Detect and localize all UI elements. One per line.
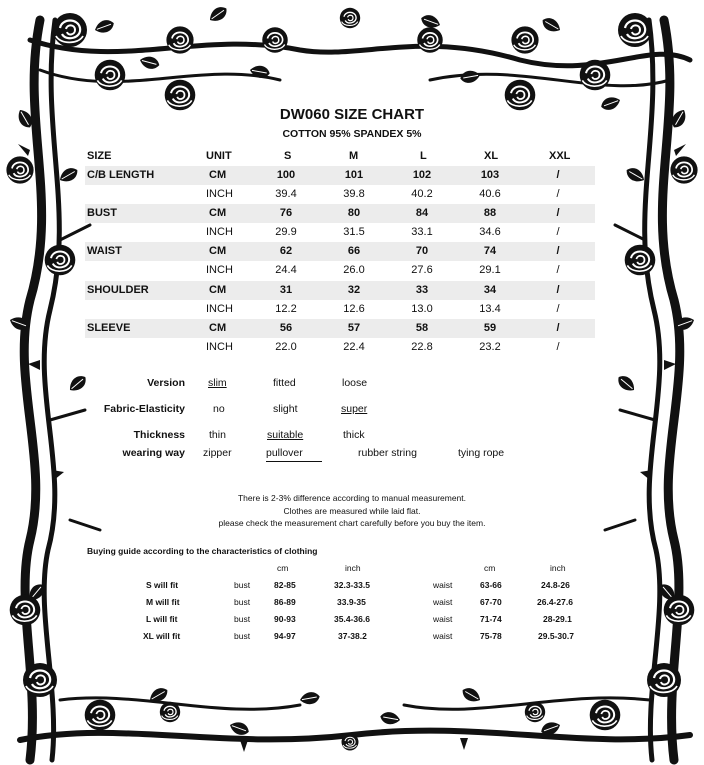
measurement-note: Clothes are measured while laid flat. xyxy=(283,506,421,516)
value-xxl: / xyxy=(556,284,560,296)
guide-waist: waist xyxy=(433,614,453,624)
guide-waist-cm: 71-74 xyxy=(480,614,502,624)
guide-fit: L will fit xyxy=(146,614,178,624)
row-unit: CM xyxy=(209,284,227,296)
guide-waist-cm: 63-66 xyxy=(480,580,502,590)
value-l: 27.6 xyxy=(411,264,433,276)
guide-bust-inch: 35.4-36.6 xyxy=(334,614,370,624)
guide-waist-inch: 26.4-27.6 xyxy=(537,597,573,607)
table-row xyxy=(85,185,595,204)
table-row xyxy=(85,223,595,242)
value-xl: 13.4 xyxy=(479,303,501,315)
header-s: S xyxy=(284,150,292,162)
wearing-way-label: wearing way xyxy=(122,447,185,459)
guide-waist-inch: 24.8-26 xyxy=(541,580,570,590)
value-xxl: / xyxy=(556,169,560,181)
guide-bust-cm: 94-97 xyxy=(274,631,296,641)
value-xxl: / xyxy=(556,264,560,276)
value-m: 32 xyxy=(347,284,361,296)
wearing-option: rubber string xyxy=(358,447,417,459)
row-unit: INCH xyxy=(206,341,233,353)
guide-fit: M will fit xyxy=(146,597,180,607)
thickness-label: Thickness xyxy=(133,429,185,441)
table-row xyxy=(85,319,595,338)
guide-bust-inch: 33.9-35 xyxy=(337,597,366,607)
thickness-option: thin xyxy=(209,429,226,441)
row-label: C/B LENGTH xyxy=(87,169,155,181)
thickness-option: thick xyxy=(343,429,365,441)
header-size: SIZE xyxy=(87,150,112,162)
value-xxl: / xyxy=(556,188,560,200)
row-label: SHOULDER xyxy=(87,284,149,296)
version-option-selected: slim xyxy=(208,377,227,389)
value-xxl: / xyxy=(556,322,560,334)
table-row xyxy=(85,281,595,300)
fabric-composition: COTTON 95% SPANDEX 5% xyxy=(282,128,422,140)
row-unit: CM xyxy=(209,322,227,334)
guide-bust: bust xyxy=(234,580,251,590)
header-m: M xyxy=(349,150,359,162)
wearing-option-selected: pullover xyxy=(266,447,322,462)
value-l: 22.8 xyxy=(411,341,433,353)
guide-waist: waist xyxy=(433,631,453,641)
value-l: 33.1 xyxy=(411,226,433,238)
row-unit: INCH xyxy=(206,303,233,315)
table-row xyxy=(85,261,595,280)
guide-waist: waist xyxy=(433,597,453,607)
guide-unit-cm: cm xyxy=(277,563,289,573)
elasticity-option-selected: super xyxy=(341,403,368,415)
value-xxl: / xyxy=(556,245,560,257)
value-l: 58 xyxy=(415,322,429,334)
value-s: 24.4 xyxy=(275,264,297,276)
table-row xyxy=(85,204,595,223)
row-unit: CM xyxy=(209,207,227,219)
value-xl: 34.6 xyxy=(479,226,501,238)
guide-waist: waist xyxy=(433,580,453,590)
guide-waist-cm: 67-70 xyxy=(480,597,502,607)
measurement-note: There is 2-3% difference according to manual measurement. xyxy=(237,493,467,503)
row-unit: INCH xyxy=(206,264,233,276)
value-xxl: / xyxy=(556,207,560,219)
row-unit: INCH xyxy=(206,188,233,200)
value-s: 62 xyxy=(279,245,293,257)
version-option: loose xyxy=(342,377,368,389)
value-l: 84 xyxy=(415,207,429,219)
value-xxl: / xyxy=(556,303,560,315)
row-label: BUST xyxy=(87,207,117,219)
guide-unit-inch: inch xyxy=(345,563,361,573)
guide-waist-inch: 29.5-30.7 xyxy=(538,631,574,641)
value-m: 26.0 xyxy=(343,264,365,276)
guide-bust-cm: 86-89 xyxy=(274,597,296,607)
guide-waist-cm: 75-78 xyxy=(480,631,502,641)
value-s: 56 xyxy=(279,322,293,334)
thickness-option-selected: suitable xyxy=(267,429,304,441)
row-label: SLEEVE xyxy=(87,322,131,334)
table-row xyxy=(85,242,595,261)
value-m: 12.6 xyxy=(343,303,365,315)
value-m: 31.5 xyxy=(343,226,365,238)
elasticity-label: Fabric-Elasticity xyxy=(103,403,185,415)
header-unit: UNIT xyxy=(206,150,232,162)
value-m: 66 xyxy=(347,245,361,257)
header-xl: XL xyxy=(484,150,499,162)
wearing-option: tying rope xyxy=(458,447,505,459)
value-xl: 29.1 xyxy=(479,264,501,276)
value-m: 22.4 xyxy=(343,341,365,353)
value-l: 13.0 xyxy=(411,303,433,315)
value-s: 76 xyxy=(279,207,293,219)
guide-bust-cm: 90-93 xyxy=(274,614,296,624)
value-xxl: / xyxy=(556,226,560,238)
guide-unit-cm: cm xyxy=(484,563,496,573)
value-xl: 23.2 xyxy=(479,341,501,353)
guide-bust: bust xyxy=(234,614,251,624)
guide-bust-inch: 32.3-33.5 xyxy=(334,580,370,590)
table-row xyxy=(85,166,595,185)
guide-fit: XL will fit xyxy=(143,631,181,641)
guide-title: Buying guide according to the characteristics of clothing xyxy=(87,546,318,556)
version-label: Version xyxy=(147,377,185,389)
row-unit: INCH xyxy=(206,226,233,238)
row-label: WAIST xyxy=(87,245,122,257)
value-s: 29.9 xyxy=(275,226,297,238)
value-l: 70 xyxy=(415,245,429,257)
value-m: 80 xyxy=(347,207,361,219)
value-s: 22.0 xyxy=(275,341,297,353)
table-row xyxy=(85,300,595,319)
guide-unit-inch: inch xyxy=(550,563,566,573)
value-xl: 88 xyxy=(483,207,497,219)
guide-waist-inch: 28-29.1 xyxy=(543,614,572,624)
row-unit: CM xyxy=(209,169,227,181)
guide-bust: bust xyxy=(234,597,251,607)
value-m: 39.8 xyxy=(343,188,365,200)
table-row xyxy=(85,338,595,357)
value-s: 39.4 xyxy=(275,188,297,200)
header-l: L xyxy=(420,150,427,162)
guide-bust-cm: 82-85 xyxy=(274,580,296,590)
value-m: 57 xyxy=(347,322,361,334)
value-xl: 40.6 xyxy=(479,188,501,200)
elasticity-option: no xyxy=(213,403,225,415)
value-m: 101 xyxy=(344,169,364,181)
row-unit: CM xyxy=(209,245,227,257)
chart-title: DW060 SIZE CHART xyxy=(279,106,425,123)
value-xl: 59 xyxy=(483,322,497,334)
guide-fit: S will fit xyxy=(146,580,179,590)
value-s: 100 xyxy=(276,169,296,181)
wearing-option: zipper xyxy=(203,447,232,459)
measurement-note: please check the measurement chart carefully before you buy the item. xyxy=(218,518,486,528)
elasticity-option: slight xyxy=(273,403,298,415)
value-xxl: / xyxy=(556,341,560,353)
value-l: 102 xyxy=(412,169,432,181)
guide-bust: bust xyxy=(234,631,251,641)
value-l: 40.2 xyxy=(411,188,433,200)
value-l: 33 xyxy=(415,284,429,296)
version-option: fitted xyxy=(273,377,296,389)
header-xxl: XXL xyxy=(549,150,571,162)
value-s: 31 xyxy=(279,284,293,296)
value-xl: 34 xyxy=(483,284,497,296)
value-xl: 103 xyxy=(480,169,500,181)
value-xl: 74 xyxy=(483,245,497,257)
value-s: 12.2 xyxy=(275,303,297,315)
guide-bust-inch: 37-38.2 xyxy=(338,631,367,641)
